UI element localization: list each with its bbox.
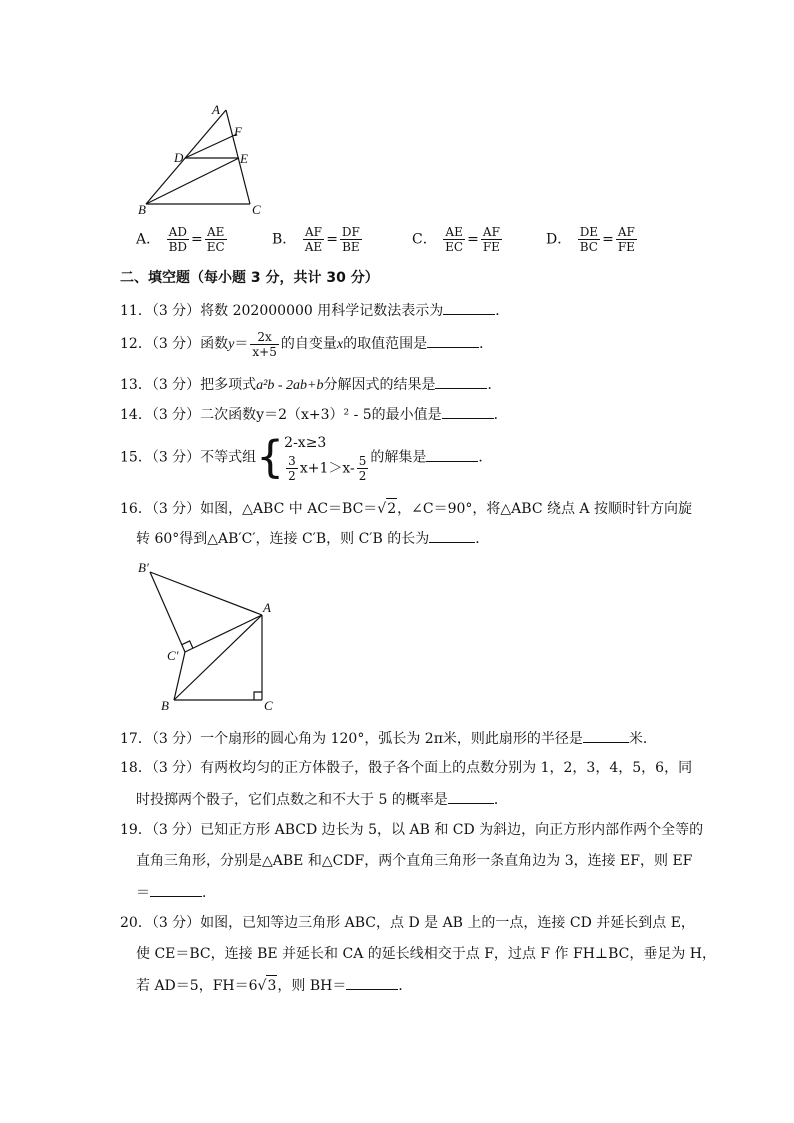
math-expr: y＝2（x+3）² - 5 <box>256 407 372 423</box>
option-d <box>546 225 639 254</box>
q-end: ． <box>479 336 494 352</box>
q-number: 17．（3 分） <box>120 731 201 747</box>
sqrt-value: 3 <box>266 975 277 996</box>
label-C: C <box>252 202 261 217</box>
q-end: ． <box>398 978 413 994</box>
question-11 <box>120 300 509 321</box>
question-20-line2 <box>136 944 716 964</box>
option-letter: C． <box>412 231 437 248</box>
question-13 <box>120 374 501 396</box>
frac-num: AF <box>481 225 502 240</box>
label-E: E <box>240 151 248 166</box>
var-x: x <box>336 337 344 352</box>
q-end: ． <box>495 303 510 319</box>
question-18-line2 <box>136 789 508 810</box>
q-text: 将数 202000000 用科学记数法表示为 <box>200 303 444 319</box>
frac-den: FE <box>482 240 500 254</box>
answer-blank[interactable] <box>583 728 629 743</box>
frac-num: AE <box>205 225 227 240</box>
q-end: ． <box>487 377 502 393</box>
q-number: 12．（3 分） <box>120 336 201 352</box>
answer-blank[interactable] <box>442 404 494 419</box>
label-B-prime: B′ <box>138 560 149 575</box>
frac-den: BD <box>168 240 188 254</box>
q-text: 的取值范围是 <box>343 336 428 352</box>
frac-den: EC <box>206 240 225 254</box>
option-letter: B． <box>272 231 297 248</box>
var-y: y <box>228 337 235 352</box>
figure-rotated-triangle <box>140 560 280 710</box>
answer-blank[interactable] <box>150 882 202 897</box>
question-16-line2 <box>136 528 489 549</box>
label-C-prime: C′ <box>167 648 179 663</box>
frac-den: EC <box>445 240 464 254</box>
question-19-line3 <box>136 882 216 903</box>
q-text: 如图，已知等边三角形 ABC，点 D 是 AB 上的一点，连接 CD 并延长到点 E， <box>200 915 695 931</box>
inequality-2 <box>284 454 370 483</box>
q-end: ． <box>202 885 216 901</box>
question-17 <box>120 728 657 749</box>
equals: ＝ <box>234 336 249 352</box>
label-C: C <box>264 698 273 713</box>
option-b <box>272 225 364 254</box>
q-end: 米． <box>628 731 657 747</box>
equals: = <box>326 231 338 248</box>
math-expr: x+1＞x- <box>299 460 355 477</box>
q-end: ． <box>475 531 490 547</box>
options-row <box>136 225 656 261</box>
frac-den: FE <box>617 240 635 254</box>
q-text: ，∠C＝90°，将△ABC 绕点 A 按顺时针方向旋 <box>397 501 692 517</box>
question-19-line1 <box>120 820 703 840</box>
answer-blank[interactable] <box>426 447 478 462</box>
frac-den: BE <box>342 240 360 254</box>
q-end: ． <box>493 407 508 423</box>
q-text: 使 CE＝BC，连接 BE 并延长和 CA 的延长线相交于点 F，过点 F 作 FH⊥BC，垂足为 H， <box>136 946 717 962</box>
frac-den: 2 <box>288 469 296 483</box>
option-letter: D． <box>546 231 572 248</box>
question-12 <box>120 328 493 361</box>
q-number: 14．（3 分） <box>120 407 201 423</box>
q-text: 函数 <box>200 336 229 352</box>
inequality-1: 2-x≥3 <box>284 435 327 451</box>
equals: = <box>191 231 203 248</box>
q-text: 有两枚均匀的正方体骰子，骰子各个面上的点数分别为 1，2，3，4，5，6，同 <box>200 760 693 776</box>
q-text: 若 AD＝5，FH＝6 <box>136 978 258 994</box>
label-A: A <box>263 600 271 615</box>
option-letter: A． <box>136 231 161 248</box>
label-B: B <box>138 202 146 217</box>
frac-num: 3 <box>288 454 296 468</box>
brace: { <box>256 431 285 483</box>
answer-blank[interactable] <box>427 333 479 348</box>
question-18-line1 <box>120 758 692 778</box>
q-end: ． <box>478 449 493 466</box>
question-14 <box>120 404 508 425</box>
q-number: 11．（3 分） <box>120 303 201 319</box>
q-text: 直角三角形，分别是△ABE 和△CDF，两个直角三角形一条直角边为 3，连接 EF，则 EF <box>136 853 693 869</box>
label-D: D <box>174 150 184 165</box>
q-number: 13．（3 分） <box>120 377 201 393</box>
answer-blank[interactable] <box>435 374 487 389</box>
equals: = <box>602 231 614 248</box>
q-text: 已知正方形 ABCD 边长为 5，以 AB 和 CD 为斜边，向正方形内部作两个全等的 <box>200 822 704 838</box>
sqrt-value: 2 <box>386 498 397 519</box>
inequality-system <box>284 432 370 483</box>
question-19-line2 <box>136 851 692 871</box>
question-20-line3: 若 AD＝5，FH＝6√3，则 BH＝ ． <box>136 975 412 996</box>
answer-blank[interactable] <box>346 975 398 990</box>
frac-den: 2 <box>358 469 367 483</box>
q-text: 转 60°得到△AB′C′，连接 C′B，则 C′B 的长为 <box>136 531 430 547</box>
equals: = <box>467 231 479 248</box>
q-text: 的自变量 <box>280 336 337 352</box>
frac-num: AF <box>303 225 324 240</box>
q-end: ． <box>493 792 508 808</box>
fraction <box>250 330 278 359</box>
q-text: ，则 BH＝ <box>277 978 347 994</box>
frac-num: 2x <box>250 330 278 345</box>
q-text: 如图，△ABC 中 AC＝BC＝ <box>200 501 378 517</box>
q-text: 的解集是 <box>370 449 427 466</box>
option-c <box>412 225 504 254</box>
q-text: 分解因式的结果是 <box>323 377 436 393</box>
q-number: 19．（3 分） <box>120 822 201 838</box>
q-number: 16．（3 分） <box>120 501 201 517</box>
q-text: 二次函数 <box>200 407 257 423</box>
q-text: 把多项式 <box>200 377 257 393</box>
q-number: 18．（3 分） <box>120 760 201 776</box>
q-text: 不等式组 <box>200 449 257 466</box>
q-text: 一个扇形的圆心角为 120°，弧长为 2π米，则此扇形的半径是 <box>200 731 583 747</box>
frac-num: AF <box>616 225 637 240</box>
q-number: 15．（3 分） <box>120 449 201 466</box>
q-text: 的最小值是 <box>371 407 442 423</box>
frac-num: AD <box>167 225 189 240</box>
question-15 <box>120 432 492 483</box>
q-text: ＝ <box>136 885 150 901</box>
frac-num: AE <box>443 225 465 240</box>
q-text: 时投掷两个骰子，它们点数之和不大于 5 的概率是 <box>136 792 448 808</box>
answer-blank[interactable] <box>443 300 495 315</box>
math-expr: a²b - 2ab+b <box>256 378 324 393</box>
frac-den: AE <box>304 240 323 254</box>
label-A: A <box>212 102 220 117</box>
frac-den: BC <box>579 240 598 254</box>
q-number: 20．（3 分） <box>120 915 201 931</box>
answer-blank[interactable] <box>429 528 475 543</box>
option-a <box>136 225 229 254</box>
label-F: F <box>234 124 242 139</box>
frac-num: 5 <box>358 454 367 468</box>
question-16-line1: 16．（3 分）如图，△ABC 中 AC＝BC＝√2，∠C＝90°，将△ABC 绕点 A 按顺时针方向旋 <box>120 498 692 519</box>
frac-num: DF <box>341 225 360 239</box>
figure-triangle-abc-def <box>130 96 270 220</box>
question-20-line1 <box>120 913 695 933</box>
answer-blank[interactable] <box>448 789 494 804</box>
label-B: B <box>161 698 169 713</box>
frac-den: x+5 <box>252 344 277 359</box>
frac-num: DE <box>579 225 599 239</box>
section-title: 二、填空题（每小题 3 分，共计 30 分） <box>120 270 379 286</box>
